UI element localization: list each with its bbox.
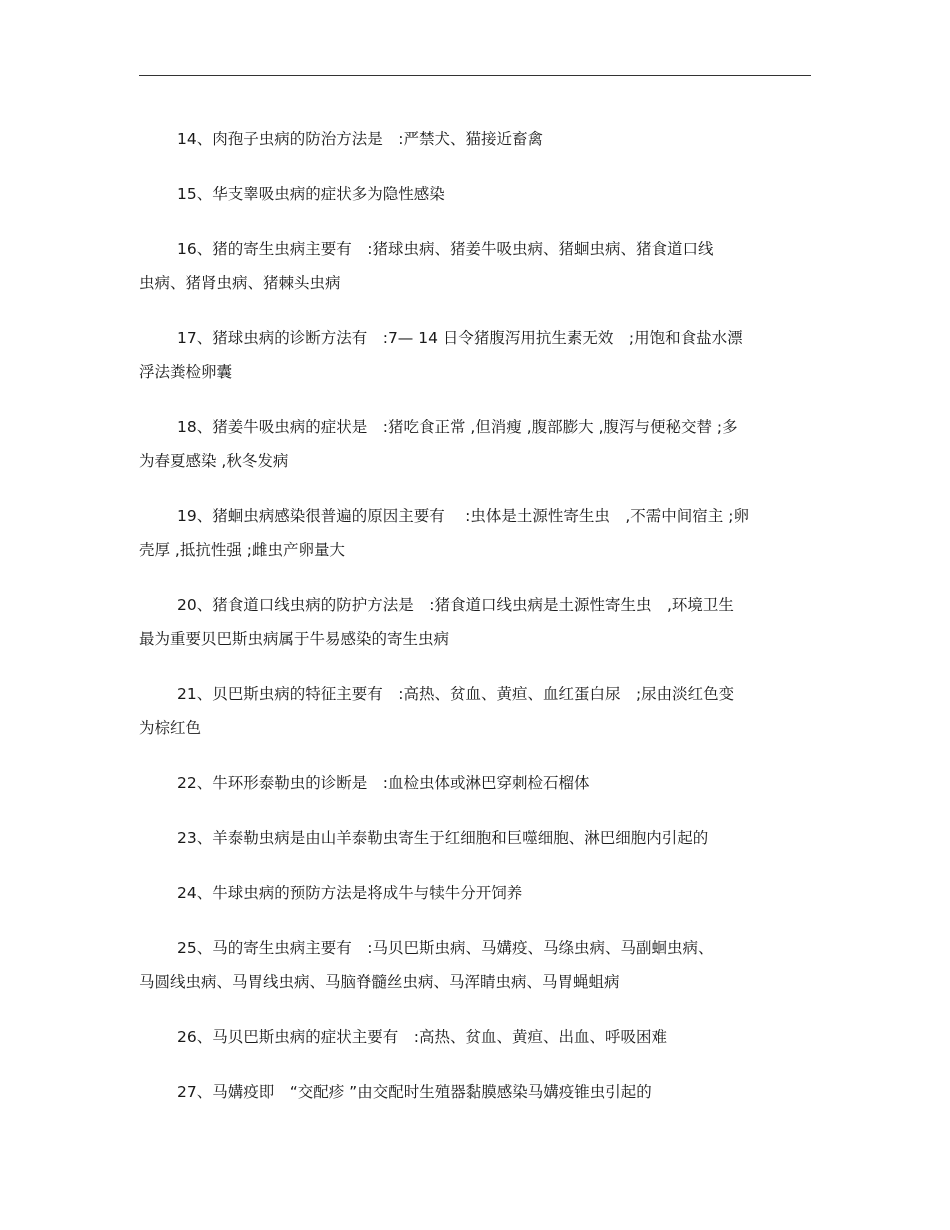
- list-item-23: [139, 821, 811, 855]
- list-item-15: [139, 177, 811, 211]
- item-line: 25、马的寄生虫病主要有 :马贝巴斯虫病、马媾疫、马绦虫病、马副蛔虫病、: [177, 939, 714, 957]
- item-line-continuation: 为棕红色: [139, 719, 202, 737]
- item-line-continuation: 虫病、猪肾虫病、猪棘头虫病: [139, 274, 341, 292]
- item-line: 17、猪球虫病的诊断方法有 :7— 14 日令猪腹泻用抗生素无效 ;用饱和食盐水漂: [177, 329, 743, 347]
- list-item-26: [139, 1020, 811, 1054]
- item-line-continuation: 壳厚 ,抵抗性强 ;雌虫产卵量大: [139, 541, 346, 559]
- item-line: 15、华支睾吸虫病的症状多为隐性感染: [177, 185, 445, 203]
- item-line: 21、贝巴斯虫病的特征主要有 :高热、贫血、黄疸、血红蛋白尿 ;尿由淡红色变: [177, 685, 735, 703]
- item-line-continuation: 最为重要贝巴斯虫病属于牛易感染的寄生虫病: [139, 630, 450, 648]
- item-line: 18、猪姜牛吸虫病的症状是 :猪吃食正常 ,但消瘦 ,腹部膨大 ,腹泻与便秘交替 ;多: [177, 418, 738, 436]
- item-line-continuation: 马圆线虫病、马胃线虫病、马脑脊髓丝虫病、马浑睛虫病、马胃蝇蛆病: [139, 973, 620, 991]
- list-item-14: [139, 122, 811, 156]
- list-item-20: [139, 588, 811, 656]
- document-body: [139, 122, 811, 1130]
- item-line-continuation: 浮法粪检卵囊: [139, 363, 233, 381]
- list-item-16: [139, 232, 811, 300]
- item-line: 26、马贝巴斯虫病的症状主要有 :高热、贫血、黄疸、出血、呼吸困难: [177, 1028, 667, 1046]
- list-item-18: [139, 410, 811, 478]
- list-item-22: [139, 766, 811, 800]
- item-line: 27、马媾疫即 “交配疹 ”由交配时生殖器黏膜感染马媾疫锥虫引起的: [177, 1083, 652, 1101]
- list-item-25: [139, 931, 811, 999]
- item-line: 19、猪蛔虫病感染很普遍的原因主要有 :虫体是土源性寄生虫 ,不需中间宿主 ;卵: [177, 507, 749, 525]
- item-line-continuation: 为春夏感染 ,秋冬发病: [139, 452, 289, 470]
- item-line: 20、猪食道口线虫病的防护方法是 :猪食道口线虫病是土源性寄生虫 ,环境卫生: [177, 596, 734, 614]
- list-item-24: [139, 876, 811, 910]
- item-line: 23、羊泰勒虫病是由山羊泰勒虫寄生于红细胞和巨噬细胞、淋巴细胞内引起的: [177, 829, 709, 847]
- item-line: 24、牛球虫病的预防方法是将成牛与犊牛分开饲养: [177, 884, 523, 902]
- list-item-17: [139, 321, 811, 389]
- list-item-27: [139, 1075, 811, 1109]
- item-line: 16、猪的寄生虫病主要有 :猪球虫病、猪姜牛吸虫病、猪蛔虫病、猪食道口线: [177, 240, 714, 258]
- item-line: 14、肉孢子虫病的防治方法是 :严禁犬、猫接近畜禽: [177, 130, 543, 148]
- list-item-19: [139, 499, 811, 567]
- header-rule: [139, 75, 811, 76]
- item-line: 22、牛环形泰勒虫的诊断是 :血检虫体或淋巴穿刺检石榴体: [177, 774, 590, 792]
- list-item-21: [139, 677, 811, 745]
